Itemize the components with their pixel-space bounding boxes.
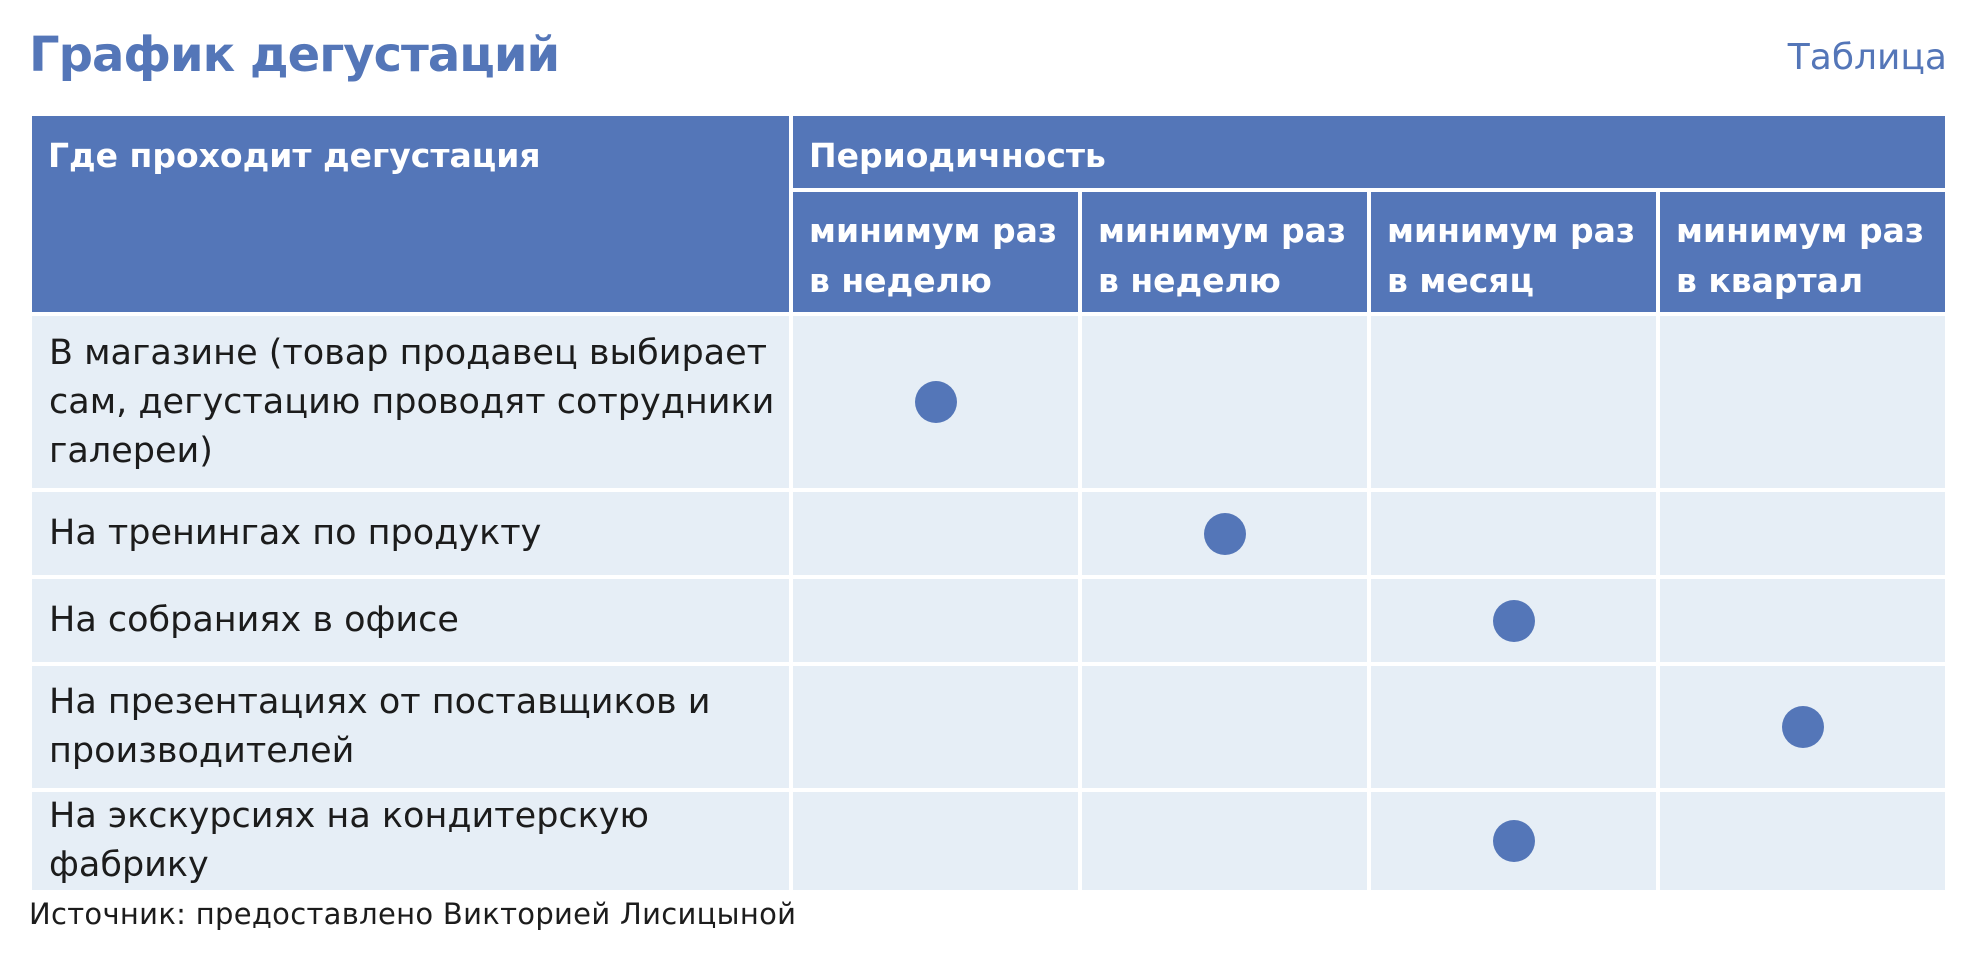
frequency-cell bbox=[1369, 790, 1658, 892]
frequency-cell bbox=[1080, 664, 1369, 790]
frequency-cell bbox=[1369, 577, 1658, 664]
frequency-marker-dot bbox=[1493, 820, 1535, 862]
table-row bbox=[30, 577, 1947, 664]
frequency-cell bbox=[1658, 664, 1947, 790]
frequency-cell bbox=[1658, 790, 1947, 892]
frequency-cell bbox=[1080, 490, 1369, 577]
place-cell: На тренингах по продукту bbox=[30, 490, 791, 577]
frequency-cell bbox=[791, 490, 1080, 577]
frequency-cell bbox=[1080, 790, 1369, 892]
frequency-column-header: минимум раз в месяц bbox=[1369, 190, 1658, 314]
frequency-marker-dot bbox=[1493, 600, 1535, 642]
header-row-top bbox=[30, 114, 1947, 190]
frequency-cell bbox=[1080, 314, 1369, 490]
source-note: Источник: предоставлено Викторией Лисицыной bbox=[29, 897, 797, 931]
table-tag: Таблица bbox=[1787, 37, 1947, 78]
place-cell: В магазине (товар продавец выбирает сам, дегустацию проводят сотрудники галереи) bbox=[30, 314, 791, 490]
frequency-marker-dot bbox=[1782, 706, 1824, 748]
table-row bbox=[30, 490, 1947, 577]
frequency-cell bbox=[1658, 577, 1947, 664]
frequency-marker-dot bbox=[915, 381, 957, 423]
table-row bbox=[30, 314, 1947, 490]
tasting-schedule-table bbox=[28, 112, 1949, 894]
place-cell: На экскурсиях на кондитерскую фабрику bbox=[30, 790, 791, 892]
place-cell: На собраниях в офисе bbox=[30, 577, 791, 664]
frequency-column-header: минимум раз в квартал bbox=[1658, 190, 1947, 314]
frequency-cell bbox=[1369, 664, 1658, 790]
frequency-cell bbox=[1080, 577, 1369, 664]
frequency-marker-dot bbox=[1204, 513, 1246, 555]
page-title: График дегустаций bbox=[29, 27, 560, 83]
frequency-cell bbox=[791, 664, 1080, 790]
frequency-cell bbox=[791, 790, 1080, 892]
table-row bbox=[30, 664, 1947, 790]
place-column-header: Где проходит дегустация bbox=[30, 114, 791, 314]
table-row bbox=[30, 790, 1947, 892]
frequency-cell bbox=[1369, 314, 1658, 490]
frequency-column-header: минимум раз в неделю bbox=[1080, 190, 1369, 314]
frequency-cell bbox=[791, 577, 1080, 664]
place-cell: На презентациях от поставщиков и производителей bbox=[30, 664, 791, 790]
frequency-cell bbox=[791, 314, 1080, 490]
frequency-cell bbox=[1658, 314, 1947, 490]
frequency-group-header: Периодичность bbox=[791, 114, 1947, 190]
frequency-cell bbox=[1658, 490, 1947, 577]
frequency-cell bbox=[1369, 490, 1658, 577]
frequency-column-header: минимум раз в неделю bbox=[791, 190, 1080, 314]
